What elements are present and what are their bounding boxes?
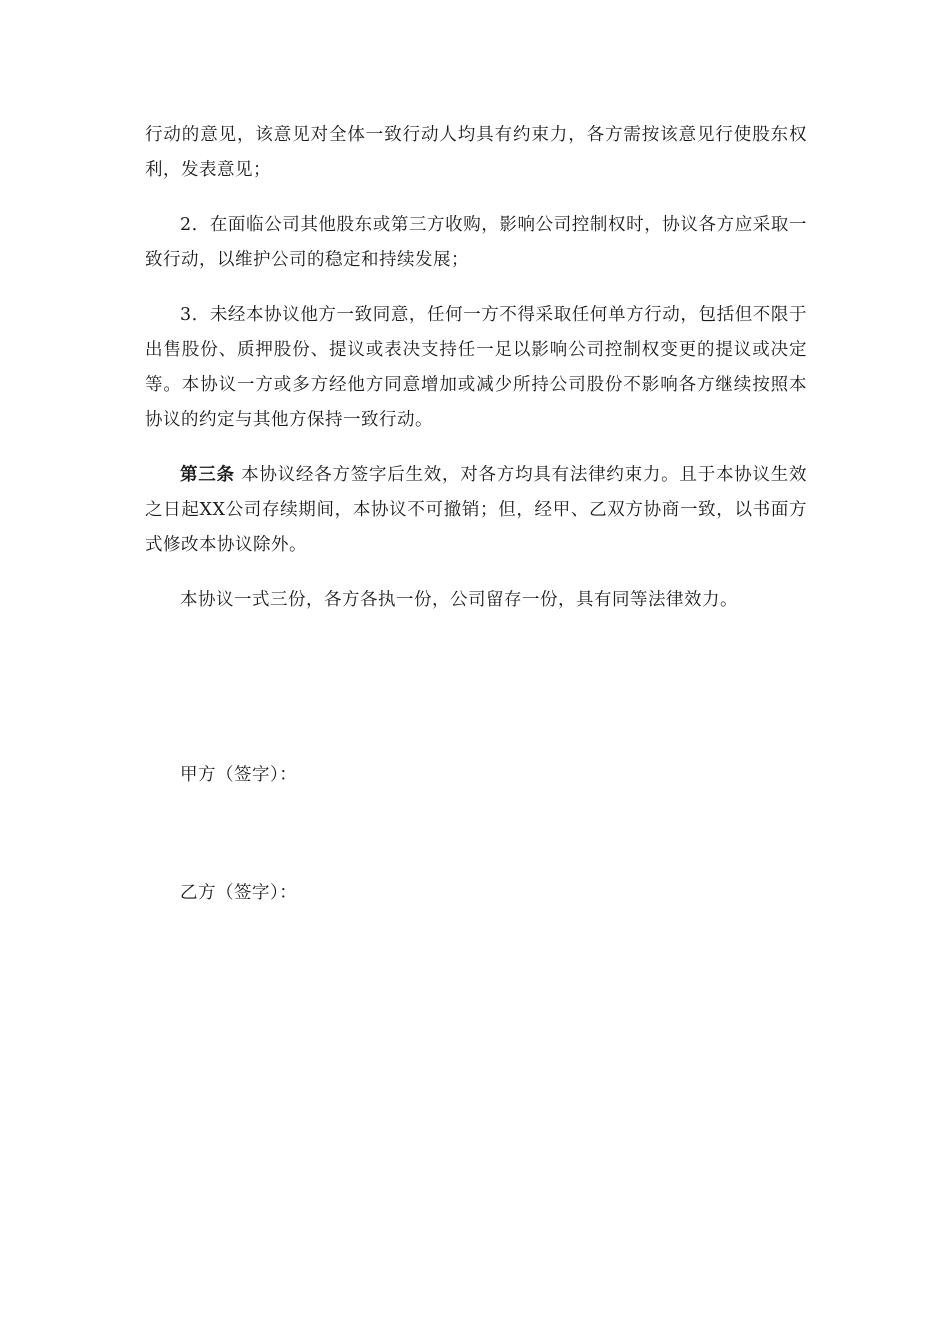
paragraph-item-2: 2．在面临公司其他股东或第三方收购，影响公司控制权时，协议各方应采取一致行动，以维护公司的稳定和持续发展； <box>145 215 807 270</box>
paragraph-copies: 本协议一式三份，各方各执一份，公司留存一份，具有同等法律效力。 <box>180 590 738 610</box>
paragraph-article-3 <box>145 458 807 563</box>
article-3-text: 本协议经各方签字后生效，对各方均具有法律约束力。且于本协议生效之日起XX公司存续期间，本协议不可撤销；但，经甲、乙双方协商一致，以书面方式修改本协议除外。 <box>145 465 808 555</box>
party-a-signature-line: 甲方（签字）： <box>180 765 298 785</box>
document-body <box>145 118 807 638</box>
party-b-signature-line: 乙方（签字）： <box>180 883 298 903</box>
paragraph-continuation: 行动的意见，该意见对全体一致行动人均具有约束力，各方需按该意见行使股东权利，发表意见； <box>145 125 807 180</box>
paragraph-item-3: 3．未经本协议他方一致同意，任何一方不得采取任何单方行动，包括但不限于出售股份、质押股份、提议或表决支持任一足以影响公司控制权变更的提议或决定等。本协议一方或多方经他方同意增加或减少所持公司股份不影响各方继续按照本协议的约定与其他方保持一致行动。 <box>145 305 807 430</box>
article-3-heading: 第三条 <box>180 465 235 485</box>
